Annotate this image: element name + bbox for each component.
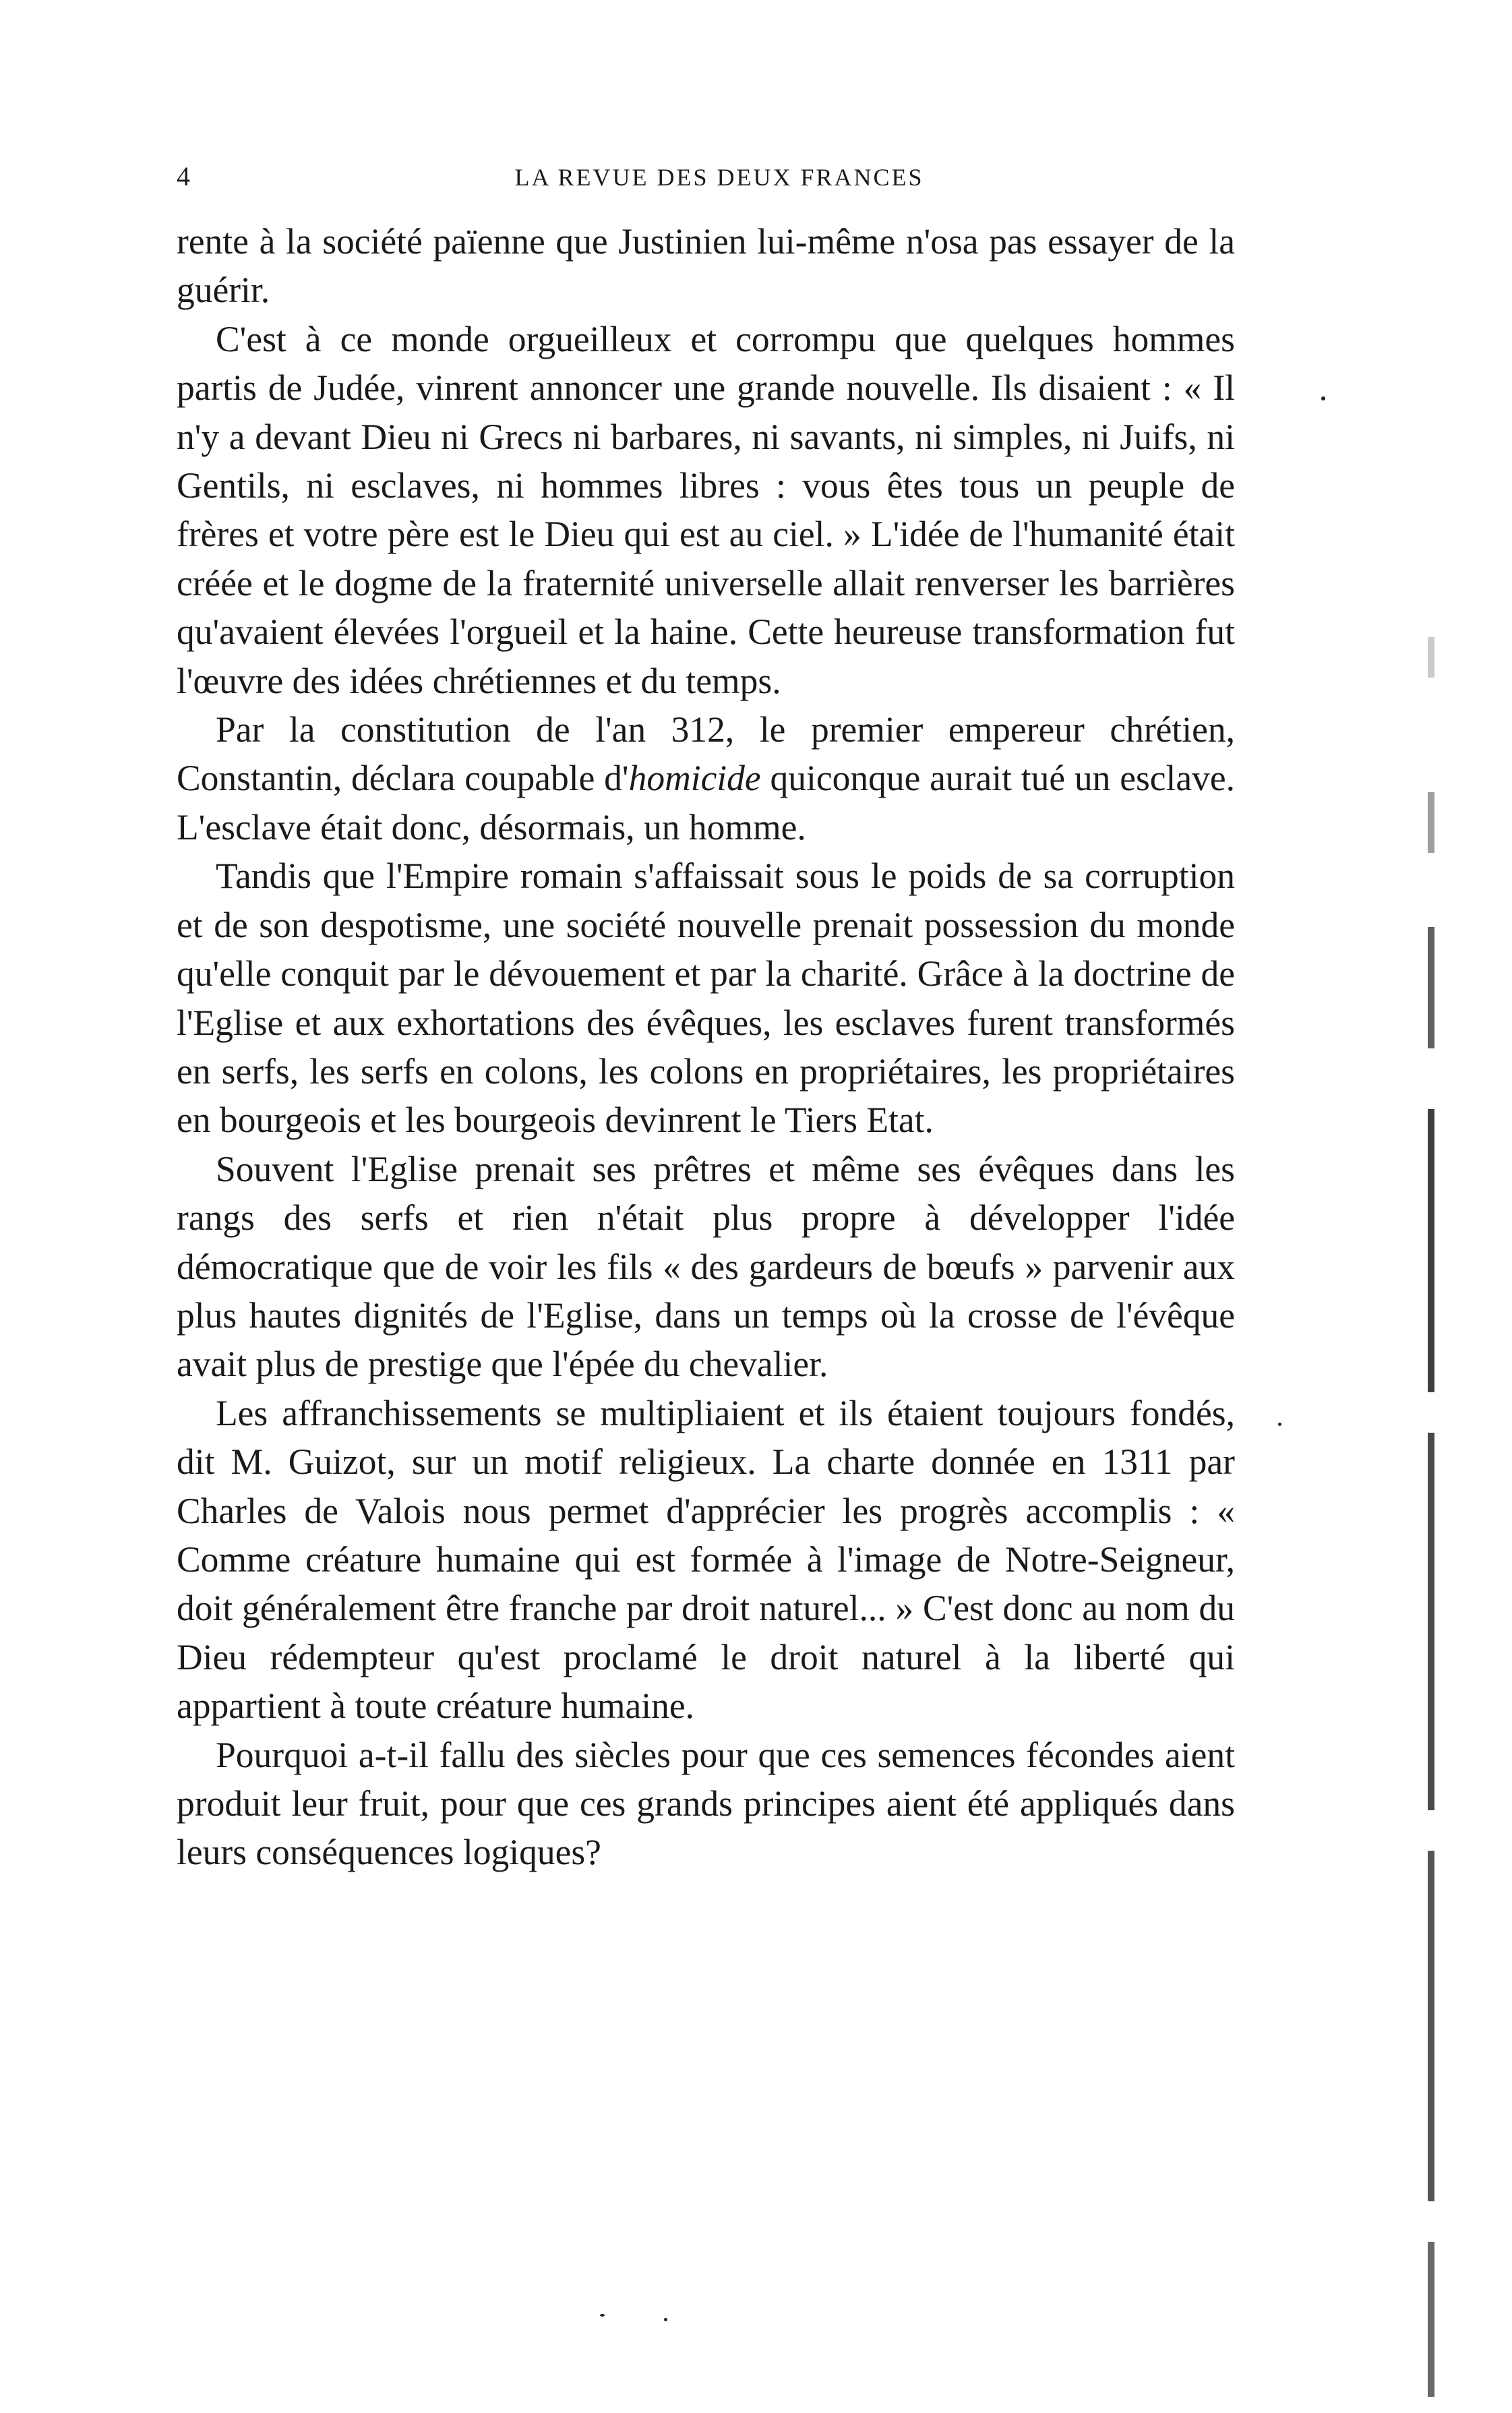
- running-head: [177, 160, 1235, 201]
- journal-title: LA REVUE DES DEUX FRANCES: [514, 164, 924, 191]
- scan-speck: [1321, 396, 1325, 400]
- page-number: 4: [177, 161, 190, 191]
- scan-speck: [1278, 1423, 1281, 1426]
- paragraph: rente à la société païenne que Justinien lui-même n'osa pas essayer de la guérir.: [177, 221, 1235, 311]
- paragraph: Tandis que l'Empire romain s'affaissait sous le poids de sa corruption et de son despotisme, une société nouvelle prenait possession du monde qu'elle conquit par le dévouement et par la charité. Grâce à la doctrine de l'Eglise et aux exhortations des évêques, les esclaves furent transformés en serfs, les serfs en colons, les colons en propriétaires, les propriétaires en bourgeois et les bourgeois devinrent le Tiers Etat.: [177, 856, 1235, 1141]
- paragraph: Par la constitution de l'an 312, le premier empereur chrétien, Constantin, déclara coupable d'homicide quiconque aurait tué un esclave. L'esclave était donc, désormais, un homme.: [177, 709, 1236, 847]
- body-text: [177, 217, 1235, 1877]
- scan-speck: [600, 2314, 605, 2317]
- italic-term: homicide: [628, 758, 761, 799]
- paragraph: C'est à ce monde orgueilleux et corrompu que quelques hommes partis de Judée, vinrent annoncer une grande nouvelle. Ils disaient : « Il n'y a devant Dieu ni Grecs ni barbares, ni savants, ni simples, ni Juifs, ni Gentils, ni esclaves, ni hommes libres : vous êtes tous un peuple de frères et votre père est le Dieu qui est au ciel. » L'idée de l'humanité était créée et le dogme de la fraternité universelle allait renverser les barrières qu'avaient élevées l'orgueil et la haine. Cette heureuse transformation fut l'œuvre des idées chrétiennes et du temps.: [177, 318, 1235, 701]
- page-edge-shadow: [1424, 637, 1440, 2404]
- paragraph: Pourquoi a-t-il fallu des siècles pour que ces semences fécondes aient produit leur fruit, pour que ces grands principes aient été appliqués dans leurs conséquences logiques?: [177, 1734, 1235, 1873]
- paragraph: Les affranchissements se multipliaient et ils étaient toujours fondés, dit M. Guizot, sur un motif religieux. La charte donnée en 1311 par Charles de Valois nous permet d'apprécier les progrès accomplis : « Comme créature humaine qui est formée à l'image de Notre-Seigneur, doit généralement être franche par droit naturel... » C'est donc au nom du Dieu rédempteur qu'est proclamé le droit naturel à la liberté qui appartient à toute créature humaine.: [177, 1392, 1235, 1727]
- paragraph: Souvent l'Eglise prenait ses prêtres et même ses évêques dans les rangs des serfs et rien n'était plus propre à développer l'idée démocratique que de voir les fils « des gardeurs de bœufs » parvenir aux plus hautes dignités de l'Eglise, dans un temps où la crosse de l'évêque avait plus de prestige que l'épée du chevalier.: [177, 1148, 1235, 1385]
- scan-speck: [664, 2318, 667, 2321]
